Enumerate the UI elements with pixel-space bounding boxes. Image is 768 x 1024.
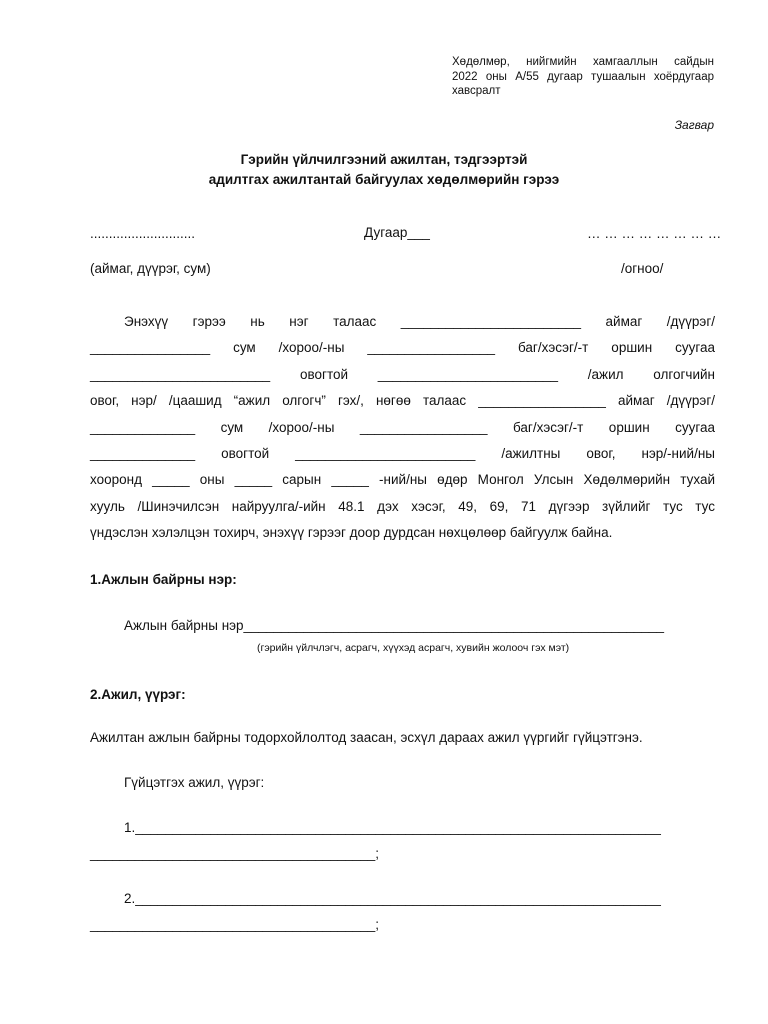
appendix-note-line: хавсралт [452, 85, 501, 97]
intro-line: Энэхүү гэрээ нь нэг талаас ________________________ аймаг /дүүрэг/ [124, 314, 715, 329]
place-caption: (аймаг, дүүрэг, сум) [90, 261, 211, 276]
intro-line: ______________ овогтой ________________________ /ажилтны овог, нэр/-ний/ны [90, 445, 715, 461]
appendix-note-line: 2022 оны А/55 дугаар тушаалын хоёрдугаар [452, 70, 714, 83]
duty-item-1-continuation: ______________________________________; [90, 846, 380, 861]
appendix-note [452, 55, 714, 99]
date-blank: … … … … … … … … [587, 226, 722, 241]
date-caption: /огноо/ [621, 261, 664, 276]
section-2-text: Ажилтан ажлын байрны тодорхойлолтод заасан, эсхүл дараах ажил үүргийг гүйцэтгэнэ. [90, 730, 643, 745]
intro-line: хооронд _____ оны _____ сарын _____ -ний/ны өдөр Монгол Улсын Хөдөлмөрийн тухай [90, 472, 715, 488]
intro-line: ________________________ овогтой ________________________ /ажил олгогчийн [90, 366, 715, 382]
appendix-note-line: Хөдөлмөр, нийгмийн хамгааллын сайдын [452, 56, 714, 68]
section-2-heading: 2.Ажил, үүрэг: [90, 687, 186, 702]
document-title-line-2: адилтгах ажилтантай байгуулах хөдөлмөрийн гэрээ [208, 172, 560, 187]
duty-item-1-line: 1.______________________________________________________________________ [124, 820, 661, 835]
duties-label: Гүйцэтгэх ажил, үүрэг: [124, 775, 265, 790]
intro-paragraph [90, 309, 715, 547]
intro-line: овог, нэр/ /цаашид “ажил олгогч” гэх/, нөгөө талаас _________________ аймаг /дүүрэг/ [90, 393, 715, 409]
contract-number-label: Дугаар___ [364, 225, 430, 240]
job-title-hint: (гэрийн үйлчлэгч, асрагч, хүүхэд асрагч, хувийн жолооч гэх мэт) [257, 642, 570, 654]
duty-item-2-continuation: ______________________________________; [90, 917, 380, 932]
duty-item-2-line: 2.______________________________________________________________________ [124, 891, 661, 906]
intro-line: хууль /Шинэчилсэн найруулга/-ийн 48.1 дэх хэсэг, 49, 69, 71 дүгээр зүйлийг тус тус [90, 498, 715, 514]
intro-line: ______________ сум /хороо/-ны _________________ баг/хэсэг/-т оршин суугаа [90, 419, 715, 435]
place-blank: ............................ [90, 226, 196, 241]
intro-line: үндэслэн хэлэлцэн тохирч, энэхүү гэрээг доор дурдсан нөхцөлөөр байгуулж байна. [90, 525, 613, 541]
intro-line: ________________ сум /хороо/-ны _________________ баг/хэсэг/-т оршин суугаа [90, 340, 715, 356]
section-1-heading: 1.Ажлын байрны нэр: [90, 572, 237, 587]
document-title-line-1: Гэрийн үйлчилгээний ажилтан, тэдгээртэй [240, 152, 528, 167]
job-title-line: Ажлын байрны нэр________________________________________________________ [124, 618, 665, 633]
model-label: Загвар [674, 118, 714, 132]
